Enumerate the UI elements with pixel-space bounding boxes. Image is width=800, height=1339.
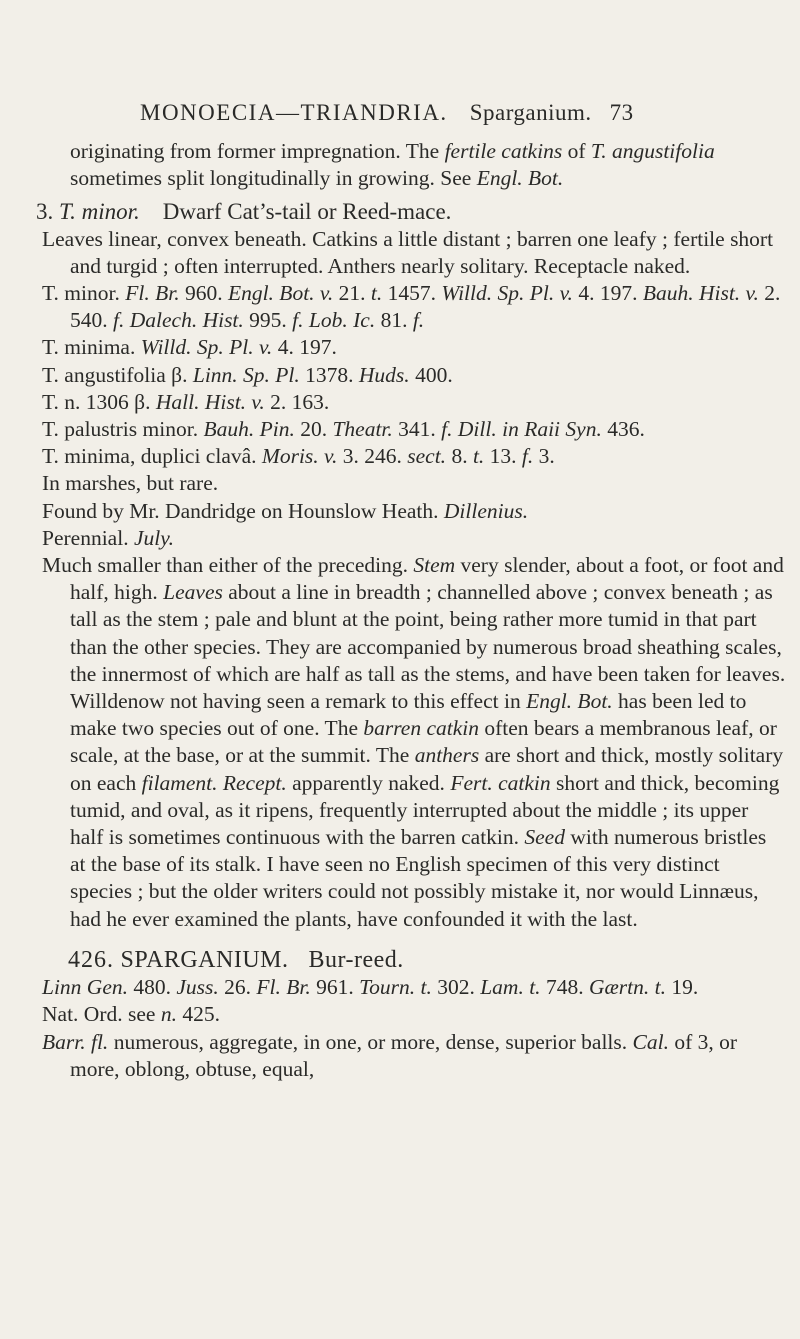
synonym-entry bbox=[42, 389, 787, 416]
syn-ref: Hall. Hist. v. bbox=[155, 389, 265, 414]
desc-term: Recept. bbox=[222, 770, 287, 795]
header-genus: Sparganium. bbox=[469, 100, 592, 125]
syn-ref: Linn. Sp. Pl. bbox=[192, 362, 300, 387]
habitat: In marshes, but rare. bbox=[42, 471, 219, 496]
syn-ref: Fl. Br. bbox=[125, 281, 180, 306]
syn-text: 341. bbox=[392, 417, 442, 442]
ref-work: Lam. t. bbox=[480, 975, 541, 1000]
intro-text: of bbox=[562, 139, 591, 163]
ref-work: Linn Gen. bbox=[42, 975, 128, 1000]
syn-ref: Bauh. Hist. v. bbox=[642, 281, 759, 306]
syn-text: 3. bbox=[533, 444, 555, 469]
syn-text: T. minima. bbox=[42, 335, 141, 360]
running-header bbox=[140, 100, 780, 126]
page-number: 73 bbox=[609, 100, 634, 125]
nat-ord-ref: n. bbox=[160, 1002, 177, 1027]
desc-text: short and thick, becoming tumid, and oval, as it ripens, frequently interrupted about the middle ; its upper half is sometimes continuous with the barren catkin. bbox=[70, 770, 780, 850]
intro-engl-bot-ref: Engl. Bot. bbox=[476, 166, 564, 191]
synonym-entry bbox=[42, 443, 787, 470]
running-title: MONOECIA—TRIANDRIA. bbox=[140, 100, 448, 125]
desc-term: filament. bbox=[141, 770, 218, 795]
duration-flowering bbox=[42, 525, 787, 552]
desc-term: barren catkin bbox=[363, 716, 479, 741]
locality-authority: Dillenius. bbox=[443, 498, 529, 523]
desc-term: Leaves bbox=[163, 580, 223, 605]
synonym-entry bbox=[42, 280, 787, 334]
ref-work: Gærtn. t. bbox=[588, 975, 666, 1000]
ref-work: Fl. Br. bbox=[256, 975, 311, 1000]
syn-text: 4. 197. bbox=[572, 281, 643, 306]
syn-text: T. minor. bbox=[42, 281, 126, 306]
syn-text: 995. bbox=[243, 308, 293, 333]
syn-ref: Theatr. bbox=[332, 417, 393, 442]
species-name: T. minor. bbox=[59, 199, 140, 225]
syn-ref: Bauh. Pin. bbox=[203, 417, 295, 442]
syn-ref: Engl. Bot. v. bbox=[227, 281, 334, 306]
species-common-name: Dwarf Cat’s-tail or Reed-mace. bbox=[162, 199, 452, 225]
syn-text: T. minima, duplici clavâ. bbox=[42, 444, 262, 469]
syn-ref: f. bbox=[113, 308, 125, 333]
ref-work: Tourn. t. bbox=[359, 975, 432, 1000]
desc-term: Seed bbox=[524, 825, 565, 850]
intro-fertile-catkins: fertile catkins bbox=[444, 139, 563, 163]
natural-order bbox=[42, 1001, 787, 1028]
syn-text: 20. bbox=[294, 417, 333, 442]
char-text: numerous, aggregate, in one, or more, dense, superior balls. bbox=[108, 1029, 633, 1054]
syn-ref: f. bbox=[292, 308, 304, 333]
locality-text: Found by Mr. Dandridge on Hounslow Heath. bbox=[42, 498, 444, 523]
char-term: Cal. bbox=[632, 1029, 669, 1054]
syn-text: T. palustris minor. bbox=[42, 417, 204, 442]
desc-text: with numerous bristles at the base of its stalk. I have seen no English specimen of this very distinct species ; but the older writers could not possibly mistake it, nor would Linnæus, had he ever examined the plants, have confounded it with the last. bbox=[70, 825, 767, 931]
syn-text: 1457. bbox=[382, 281, 442, 306]
ref-work: Juss. bbox=[176, 975, 219, 1000]
desc-text: very slender, about a foot, or foot and half, high. bbox=[70, 553, 784, 605]
syn-text: 3. 246. bbox=[337, 444, 408, 469]
syn-text: 400. bbox=[409, 362, 453, 387]
locality-record bbox=[42, 498, 787, 525]
intro-text: originating from former impregnation. The bbox=[70, 139, 445, 163]
ref-text: 748. bbox=[540, 975, 589, 1000]
syn-ref: Willd. Sp. Pl. v. bbox=[441, 281, 573, 306]
syn-text: 8. bbox=[446, 444, 473, 469]
char-term: Barr. fl. bbox=[42, 1029, 109, 1054]
syn-text: T. angustifolia β. bbox=[42, 362, 193, 387]
syn-ref: Dalech. Hist. bbox=[129, 308, 244, 333]
genus-name: SPARGANIUM. bbox=[120, 946, 289, 973]
syn-text: 2. 163. bbox=[264, 389, 330, 414]
ref-text: 961. bbox=[310, 975, 360, 1000]
flowering-month: July. bbox=[133, 525, 174, 550]
syn-text: 436. bbox=[601, 417, 645, 442]
page-body bbox=[36, 138, 787, 1083]
desc-text: Much smaller than either of the preceding. bbox=[42, 553, 414, 578]
genus-heading bbox=[42, 947, 787, 974]
species-description bbox=[42, 552, 787, 933]
syn-ref: t. bbox=[472, 444, 485, 469]
syn-ref: Lob. Ic. bbox=[308, 308, 376, 333]
genus-common-name: Bur-reed. bbox=[308, 946, 404, 973]
species-heading bbox=[36, 198, 787, 225]
syn-ref: sect. bbox=[407, 444, 447, 469]
syn-text: 21. bbox=[333, 281, 371, 306]
desc-text: often bears a membranous leaf, or scale, at the base, or at the summit. The bbox=[70, 716, 777, 768]
syn-text: 1378. bbox=[299, 362, 359, 387]
specific-character: Leaves linear, convex beneath. Catkins a little distant ; barren one leafy ; fertile short and turgid ; often interrupted. Anthers nearly solitary. Receptacle naked. bbox=[42, 226, 774, 278]
syn-ref: f. bbox=[412, 308, 425, 333]
ref-text: 480. bbox=[128, 975, 177, 1000]
ref-text: 26. bbox=[218, 975, 257, 1000]
syn-ref: Dill. in Raii Syn. bbox=[457, 417, 602, 442]
char-text: of 3, or more, oblong, obtuse, equal, bbox=[70, 1029, 738, 1081]
ref-text: 19. bbox=[666, 975, 699, 1000]
genus-character bbox=[42, 1029, 787, 1083]
syn-text: 960. bbox=[179, 281, 228, 306]
desc-text: has been led to make two species out of one. The bbox=[70, 689, 747, 741]
desc-text: are short and thick, mostly solitary on each bbox=[70, 743, 784, 795]
desc-term: Stem bbox=[413, 553, 456, 578]
desc-term: Engl. Bot. bbox=[526, 689, 613, 714]
intro-paragraph bbox=[42, 138, 787, 192]
syn-ref: Willd. Sp. Pl. v. bbox=[140, 335, 273, 360]
genus-references bbox=[42, 974, 787, 1001]
genus-number: 426. bbox=[68, 946, 114, 973]
syn-text: 2. 540. bbox=[70, 281, 781, 333]
syn-ref: Huds. bbox=[358, 362, 410, 387]
synonym-entry bbox=[42, 416, 787, 443]
desc-text: about a line in breadth ; channelled above ; convex beneath ; as tall as the stem ; pale and blunt at the point, being rather more tumid in that part than the other species. They are accompanied by numerous broad sheathing scales, the innermost of which are half as tall as the stems, and have been taken for leaves. Willdenow not having seen a remark to this effect in bbox=[70, 580, 786, 714]
syn-text: T. n. 1306 β. bbox=[42, 389, 156, 414]
ref-text: 302. bbox=[431, 975, 481, 1000]
desc-term: Fert. catkin bbox=[450, 770, 551, 795]
syn-ref: f. bbox=[441, 417, 453, 442]
syn-ref: f. bbox=[521, 444, 534, 469]
synonym-entry bbox=[42, 334, 787, 361]
syn-text: 4. 197. bbox=[272, 335, 337, 360]
desc-term: anthers bbox=[414, 743, 480, 768]
intro-species-ref: T. angustifolia bbox=[590, 139, 715, 163]
synonym-entry bbox=[42, 362, 787, 389]
syn-text: 81. bbox=[375, 308, 413, 333]
duration-text: Perennial. bbox=[42, 525, 134, 550]
desc-text: apparently naked. bbox=[286, 770, 451, 795]
syn-ref: Moris. v. bbox=[261, 444, 338, 469]
intro-text: sometimes split longitudinally in growing. See bbox=[70, 166, 477, 191]
nat-ord-text: Nat. Ord. see bbox=[42, 1002, 161, 1027]
syn-ref: t. bbox=[370, 281, 383, 306]
nat-ord-text: 425. bbox=[176, 1002, 220, 1027]
syn-text: 13. bbox=[484, 444, 522, 469]
species-number: 3. bbox=[36, 199, 54, 225]
